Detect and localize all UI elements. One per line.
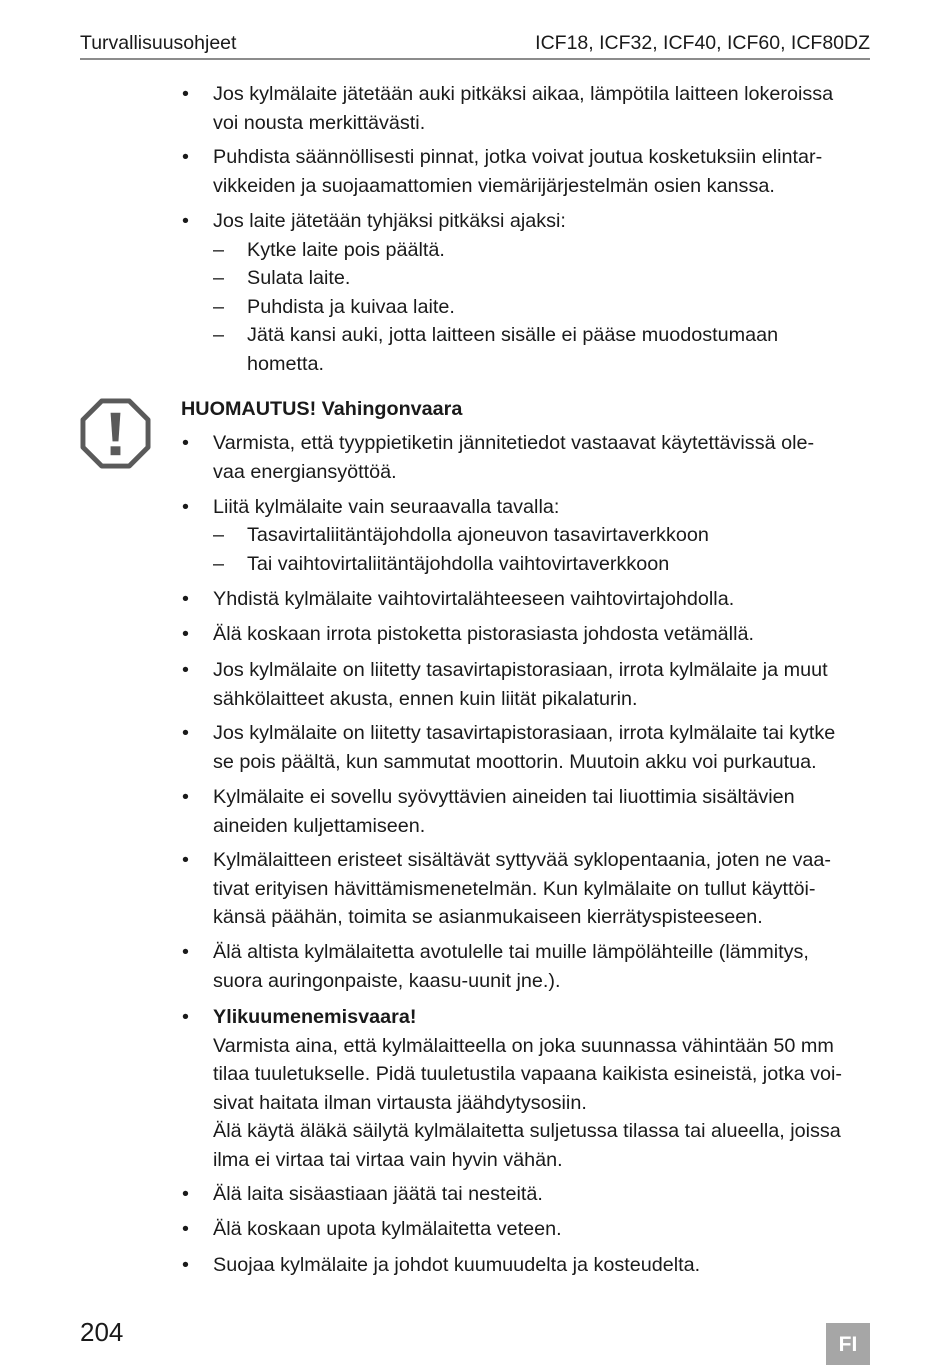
page-header [80, 30, 870, 60]
overheating-warning: Ylikuumenemisvaara! [213, 1006, 417, 1028]
page-number: 204 [80, 1317, 124, 1347]
language-badge: FI [826, 1323, 870, 1365]
list-item: • Varmista, että tyyppietiketin jännitetiedot vastaavat käytettävissä ole- vaa energiansyöttöä. [213, 429, 873, 486]
list-item: • Älä koskaan irrota pistoketta pistorasiasta johdosta vetämällä. [213, 620, 873, 649]
sub-list-item: – Sulata laite. [247, 264, 867, 293]
list-item: • Jos kylmälaite jätetään auki pitkäksi aikaa, lämpötila laitteen lokeroissa voi nousta merkittävästi. [213, 80, 873, 137]
sub-list-item: – Tai vaihtovirtaliitäntäjohdolla vaihtovirtaverkkoon [247, 550, 867, 579]
list-item: • Ylikuumenemisvaara! Varmista aina, että kylmälaitteella on joka suunnassa vähintään 50 mm tilaa tuuletukselle. Pidä tuuletustila vapaana kaikista esineistä, jotka voi- sivat haitata ilman virtausta jäähdytysosiin. Älä käytä äläkä säilytä kylmälaitetta suljetussa tilassa tai alueella, joissa ilma ei virtaa tai virtaa vain hyvin vähän. [213, 1003, 873, 1174]
list-item: • Liitä kylmälaite vain seuraavalla tavalla: [213, 493, 873, 522]
notice-title: HUOMAUTUS! Vahingonvaara [181, 398, 463, 420]
list-item: • Älä koskaan upota kylmälaitetta veteen. [213, 1215, 873, 1244]
list-item: • Suojaa kylmälaite ja johdot kuumuudelta ja kosteudelta. [213, 1251, 873, 1280]
list-item: • Puhdista säännöllisesti pinnat, jotka voivat joutua kosketuksiin elintar- vikkeiden ja suojaamattomien viemärijärjestelmän osien kanssa. [213, 143, 873, 200]
exclamation-octagon-icon [80, 398, 151, 469]
list-item: • Kylmälaitteen eristeet sisältävät syttyvää syklopentaania, joten ne vaa- tivat erityisen hävittämismenetelmän. Kun kylmälaite on tullut käyttöi- känsä päähän, toimita se asianmukaiseen kierrätyspisteeseen. [213, 846, 873, 932]
list-item: • Yhdistä kylmälaite vaihtovirtalähteeseen vaihtovirtajohdolla. [213, 585, 873, 614]
model-list: ICF18, ICF32, ICF40, ICF60, ICF80DZ [535, 32, 870, 54]
sub-list-item: – Puhdista ja kuivaa laite. [247, 293, 867, 322]
list-item: • Jos kylmälaite on liitetty tasavirtapistorasiaan, irrota kylmälaite ja muut sähkölaitteet akusta, ennen kuin liität pikalaturin. [213, 656, 873, 713]
list-item: • Älä laita sisäastiaan jäätä tai nesteitä. [213, 1180, 873, 1209]
list-item: • Jos kylmälaite on liitetty tasavirtapistorasiaan, irrota kylmälaite tai kytke se pois päältä, kun sammutat moottorin. Muutoin akku voi purkautua. [213, 719, 873, 776]
section-title: Turvallisuusohjeet [80, 32, 237, 54]
sub-list-item: – Kytke laite pois päältä. [247, 236, 867, 265]
list-item: • Jos laite jätetään tyhjäksi pitkäksi ajaksi: [213, 207, 873, 236]
sub-list-item: – Jätä kansi auki, jotta laitteen sisälle ei pääse muodostumaan hometta. [247, 321, 867, 378]
list-item: • Älä altista kylmälaitetta avotulelle tai muille lämpölähteille (lämmitys, suora auringonpaiste, kaasu-uunit jne.). [213, 938, 873, 995]
list-item: • Kylmälaite ei sovellu syövyttävien aineiden tai liuottimia sisältävien aineiden kuljettamiseen. [213, 783, 873, 840]
sub-list-item: – Tasavirtaliitäntäjohdolla ajoneuvon tasavirtaverkkoon [247, 521, 867, 550]
